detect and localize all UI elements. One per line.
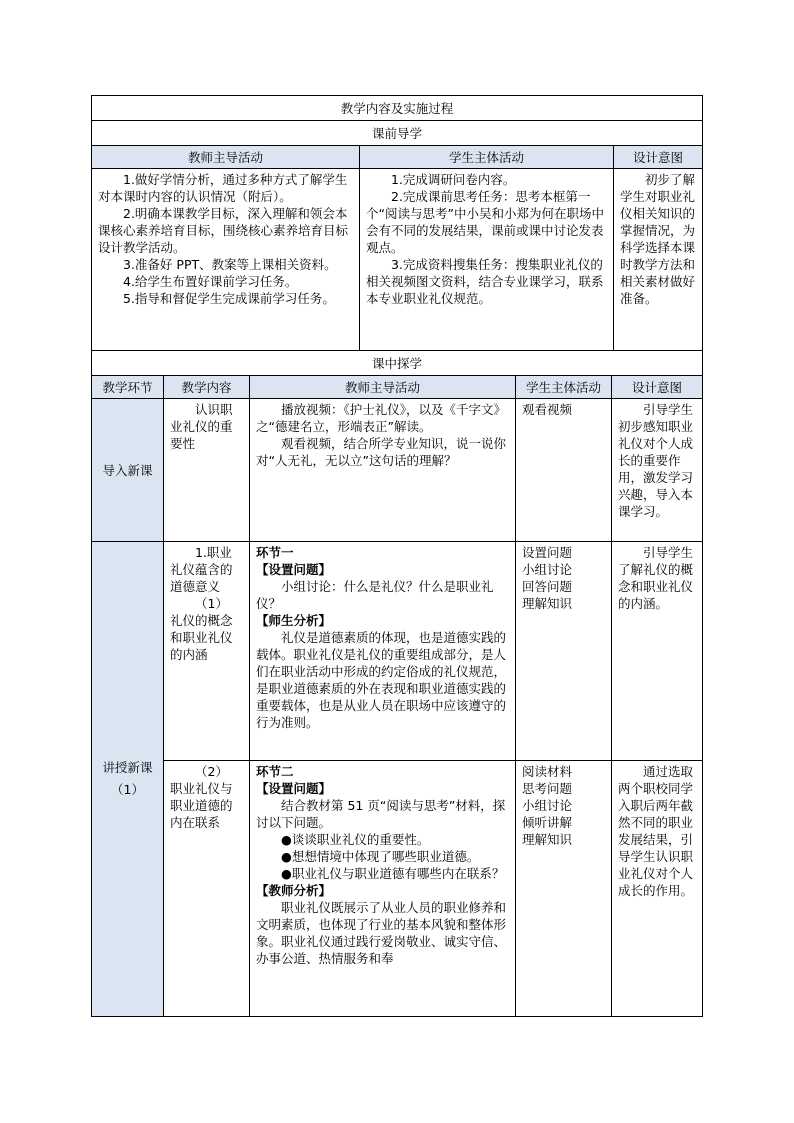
intro-teacher [250, 399, 516, 542]
lecture1-link-label: 环节一 [256, 545, 294, 560]
pre-student-item: 2.完成课前思考任务：思考本框第一个“阅读与思考”中小吴和小郑为何在职场中会有不同的发展结果，课前或课中讨论发表观点。 [366, 189, 604, 255]
lecture1-student [516, 542, 612, 761]
lecture2-heading-analysis: 【教师分析】 [256, 883, 332, 898]
intro-intent-text: 引导学生初步感知职业礼仪对个人成长的重要作用，激发学习兴趣，导入本课学习。 [618, 402, 694, 519]
env-lecture-number: （1） [111, 782, 144, 797]
in-header-env: 教学环节 [92, 376, 164, 399]
env-intro: 导入新课 [92, 399, 164, 542]
lecture1-student-item: 回答问题 [522, 579, 573, 594]
pre-class-body-table [91, 145, 703, 351]
lecture2-bullet: ●想想情境中体现了哪些职业道德。 [281, 849, 480, 864]
pre-class-section-title: 课前导学 [92, 121, 703, 146]
lecture1-content [164, 542, 250, 761]
lecture1-intent [612, 542, 703, 761]
intro-intent [612, 399, 703, 542]
lecture2-link-label: 环节二 [256, 764, 294, 779]
pre-header-intent: 设计意图 [614, 146, 703, 169]
lecture2-content-b: 职业礼仪与职业道德的内在联系 [170, 781, 233, 830]
env-lecture-label: 讲授新课 [102, 760, 153, 775]
lecture1-intent-text: 引导学生了解礼仪的概念和职业礼仪的内涵。 [618, 545, 694, 611]
lecture2-student-item: 阅读材料 [522, 764, 573, 779]
lecture2-content [164, 761, 250, 1017]
lecture1-heading-analysis: 【师生分析】 [256, 613, 332, 628]
lecture2-question: 结合教材第 51 页“阅读与思考”材料，探讨以下问题。 [256, 798, 506, 830]
lecture1-teacher [250, 542, 516, 761]
lecture1-student-item: 设置问题 [522, 545, 573, 560]
lecture2-intent-text: 通过选取两个职校同学入职后两年截然不同的职业发展结果，引导学生认识职业礼仪对个人成长的作用。 [618, 764, 694, 898]
lecture2-student-item: 倾听讲解 [522, 815, 573, 830]
lecture2-content-a: （2） [195, 764, 228, 779]
lecture1-heading-question: 【设置问题】 [256, 562, 332, 577]
pre-teacher-item: 3.准备好 PPT、教案等上课相关资料。 [123, 257, 337, 272]
in-class-section-title: 课中探学 [92, 351, 703, 376]
pre-class-design-intent [614, 169, 703, 351]
pre-teacher-item: 1.做好学情分析，通过多种方式了解学生对本课时内容的认识情况（附后）。 [98, 172, 348, 204]
lecture1-content-b: （1） [195, 596, 228, 611]
lecture2-student-item: 理解知识 [522, 832, 573, 847]
pre-teacher-item: 2.明确本课教学目标，深入理解和领会本课核心素养培育目标，围绕核心素养培育目标设计教学活动。 [98, 206, 349, 255]
in-header-intent: 设计意图 [612, 376, 703, 399]
lecture2-analysis: 职业礼仪既展示了从业人员的职业修养和文明素质，也体现了行业的基本风貌和整体形象。职业礼仪通过践行爱岗敬业、诚实守信、办事公道、热情服务和奉 [256, 900, 507, 966]
intro-teacher-item: 播放视频：《护士礼仪》，以及《千字文》之“德建名立，形端表正”解读。 [256, 402, 507, 434]
intro-student [516, 399, 612, 542]
lecture2-teacher [250, 761, 516, 1017]
lecture2-intent [612, 761, 703, 1017]
lecture2-bullet: ●谈谈职业礼仪的重要性。 [281, 832, 430, 847]
intro-teacher-item: 观看视频，结合所学专业知识，说一说你对“人无礼，无以立”这句话的理解？ [256, 436, 507, 468]
pre-class-student-activities [360, 169, 614, 351]
lecture2-student [516, 761, 612, 1017]
lecture2-heading-question: 【设置问题】 [256, 781, 332, 796]
lecture1-student-item: 小组讨论 [522, 562, 573, 577]
pre-intent-text: 初步了解学生对职业礼仪相关知识的掌握情况，为科学选择本课时教学方法和相关素材做好准备。 [620, 172, 696, 306]
pre-student-item: 1.完成调研问卷内容。 [391, 172, 516, 187]
lecture1-content-a: 1.职业礼仪蕴含的道德意义 [170, 545, 233, 594]
lecture1-question: 小组讨论：什么是礼仪？什么是职业礼仪？ [256, 579, 494, 611]
lecture1-content-c: 礼仪的概念和职业礼仪的内涵 [170, 613, 233, 662]
pre-teacher-item: 5.指导和督促学生完成课前学习任务。 [123, 291, 335, 306]
intro-content [164, 399, 250, 542]
lesson-plan-table [91, 95, 703, 146]
intro-content-text: 认识职业礼仪的重要性 [170, 402, 233, 451]
in-header-content: 教学内容 [164, 376, 250, 399]
table-title: 教学内容及实施过程 [92, 96, 703, 121]
pre-header-student: 学生主体活动 [360, 146, 614, 169]
pre-teacher-item: 4.给学生布置好课前学习任务。 [123, 274, 298, 289]
lecture2-bullet: ●职业礼仪与职业道德有哪些内在联系？ [281, 866, 505, 881]
lecture1-student-item: 理解知识 [522, 596, 573, 611]
env-lecture [92, 542, 164, 1017]
in-class-table [91, 350, 703, 1017]
pre-class-teacher-activities [92, 169, 360, 351]
lecture1-analysis: 礼仪是道德素质的体现，也是道德实践的载体。职业礼仪是礼仪的重要组成部分，是人们在职业活动中形成的约定俗成的礼仪规范，是职业道德素质的外在表现和职业道德实践的重要载体，也是从业人员在职场中应该遵守的行为准则。 [256, 630, 507, 730]
pre-header-teacher: 教师主导活动 [92, 146, 360, 169]
lecture2-student-item: 思考问题 [522, 781, 573, 796]
lecture2-student-item: 小组讨论 [522, 798, 573, 813]
intro-student-text: 观看视频 [522, 402, 573, 417]
lesson-plan-page [91, 95, 702, 1017]
in-header-teacher: 教师主导活动 [250, 376, 516, 399]
in-header-student: 学生主体活动 [516, 376, 612, 399]
pre-student-item: 3.完成资料搜集任务：搜集职业礼仪的相关视频图文资料，结合专业课学习，联系本专业职业礼仪规范。 [366, 257, 604, 306]
